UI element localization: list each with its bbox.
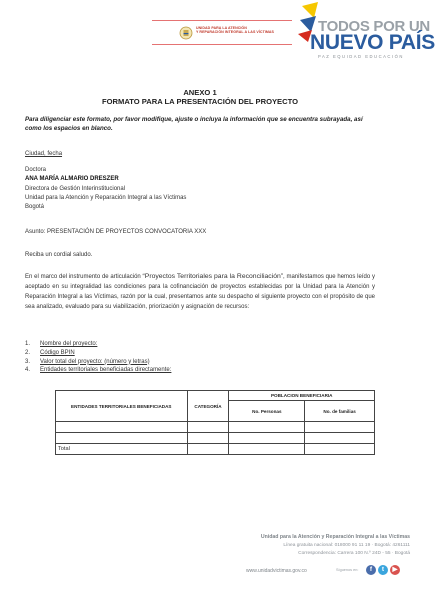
- entity-name-line2: Y REPARACIÓN INTEGRAL A LAS VÍCTIMAS: [196, 30, 275, 35]
- list-number: 2.: [25, 349, 31, 356]
- body-paragraph: [25, 272, 375, 312]
- footer-follow-label: Síguenos en:: [336, 568, 359, 572]
- facebook-icon[interactable]: f: [366, 565, 376, 575]
- list-item: [25, 349, 345, 358]
- subject-line: Asunto: PRESENTACIÓN DE PROYECTOS CONVOCATORIA XXX: [25, 229, 207, 235]
- recipient-city: Bogotá: [25, 204, 45, 210]
- footer-website-link[interactable]: www.unidadvictimas.gov.co: [246, 568, 307, 574]
- list-number: 3.: [25, 358, 31, 365]
- recipient-role: Directora de Gestión Interinstitucional: [25, 186, 126, 192]
- column-group-population: POBLACION BENEFICIARIA: [229, 391, 375, 401]
- brand-tagline: PAZ EQUIDAD EDUCACIÓN: [318, 54, 404, 59]
- twitter-icon[interactable]: t: [378, 565, 388, 575]
- total-label: Total: [56, 444, 188, 455]
- column-header-persons: No. Personas: [229, 401, 305, 422]
- table-header-row: [56, 391, 375, 401]
- youtube-icon[interactable]: ▶: [390, 565, 400, 575]
- footer-phone: Línea gratuita nacional: 018000 91 11 19 · Bogotá: 4261111: [283, 543, 410, 548]
- salutation-title: Doctora: [25, 167, 47, 173]
- recipient-name: ANA MARÍA ALMARIO DRESZER: [25, 176, 119, 182]
- column-header-category: CATEGORÍA: [187, 391, 229, 422]
- header-divider-bottom: [152, 44, 292, 45]
- instructions-text: Para diligenciar este formato, por favor modifique, ajuste o incluya la información que se encuentra subrayada, así como los espacios en blanco.: [25, 116, 363, 132]
- recipient-organization: Unidad para la Atención y Reparación Integral a las Víctimas: [25, 195, 187, 201]
- total-families-cell[interactable]: [305, 444, 375, 455]
- list-number: 1.: [25, 341, 31, 347]
- format-title: FORMATO PARA LA PRESENTACIÓN DEL PROYECTO: [101, 97, 299, 106]
- beneficiaries-table: [55, 390, 375, 455]
- category-cell[interactable]: [187, 433, 229, 444]
- table-row: [56, 433, 375, 444]
- list-label: Nombre del proyecto:: [40, 341, 98, 347]
- list-item: [25, 358, 345, 367]
- list-label: Código BPIN: [40, 349, 75, 356]
- list-number: 4.: [25, 367, 31, 374]
- annex-title: ANEXO 1: [183, 88, 217, 97]
- list-label: Entidades territoriales beneficiadas directamente:: [40, 367, 172, 374]
- total-category-cell[interactable]: [187, 444, 229, 455]
- brand-line1: TODOS POR UN: [318, 18, 430, 35]
- total-persons-cell[interactable]: [229, 444, 305, 455]
- list-item: [25, 340, 345, 349]
- entity-cell[interactable]: [56, 422, 188, 433]
- table-row: [56, 422, 375, 433]
- brand-line2: NUEVO PAÍS: [310, 31, 435, 54]
- list-item: [25, 366, 345, 375]
- city-date: Ciudad, fecha: [25, 151, 63, 157]
- colombia-coat-of-arms-icon: [179, 26, 193, 40]
- column-header-entities: ENTIDADES TERRITORIALES BENEFICIADAS: [56, 391, 188, 422]
- families-cell[interactable]: [305, 433, 375, 444]
- footer-address: Correspondencia: Carrera 100 N.º 24D - 55 · Bogotá: [298, 551, 410, 556]
- entity-name-line1: UNIDAD PARA LA ATENCIÓN: [196, 26, 247, 30]
- program-name: “Proyectos Territoriales para la Reconciliación”: [142, 273, 284, 280]
- header-divider-top: [152, 20, 292, 21]
- project-info-list: [25, 340, 345, 375]
- entity-name: [196, 26, 292, 35]
- list-label: Valor total del proyecto: (número y letras): [40, 358, 150, 365]
- persons-cell[interactable]: [229, 433, 305, 444]
- body-start: En el marco del instrumento de articulación: [25, 274, 143, 280]
- footer-entity: Unidad para la Atención y Reparación Integral a las Víctimas: [260, 534, 410, 540]
- column-header-families: No. de familias: [305, 401, 375, 422]
- greeting: Reciba un cordial saludo.: [25, 252, 93, 258]
- table-total-row: [56, 444, 375, 455]
- body-rest: , manifestamos que hemos leído y aceptado en su integralidad las condiciones para la cofinanciación de proyectos establecidas por la Unidad para la Atención y Reparación Integral a las Víctimas, razón por la cual, presentamos ante su despacho el siguiente proyecto con el propósito de que sea analizado, evaluado para su viabilización, priorización y asignación de recursos:: [25, 274, 375, 310]
- category-cell[interactable]: [187, 422, 229, 433]
- entity-cell[interactable]: [56, 433, 188, 444]
- families-cell[interactable]: [305, 422, 375, 433]
- persons-cell[interactable]: [229, 422, 305, 433]
